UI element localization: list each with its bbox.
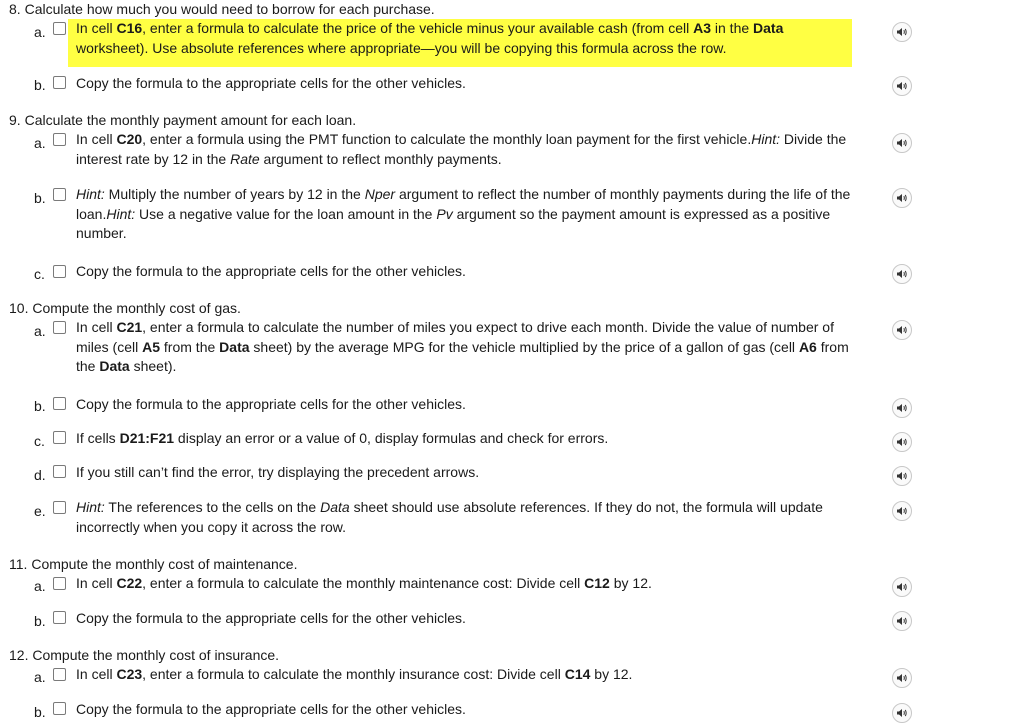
text-segment: Copy the formula to the appropriate cells for the other vehicles.	[76, 396, 466, 412]
text-segment: , enter a formula to calculate the price of the vehicle minus your available cash (from cell	[142, 20, 694, 36]
instruction-text	[76, 429, 851, 449]
text-segment: If you still can’t find the error, try displaying the precedent arrows.	[76, 464, 480, 480]
audio-button[interactable]	[892, 264, 912, 284]
text-segment: argument to reflect the number of monthly payments during the life of the loan.	[76, 186, 851, 222]
text-segment: , enter a formula to calculate the number of miles you expect to drive each month. Divide the value of number of miles (cell	[76, 319, 834, 355]
text-segment: Rate	[230, 150, 260, 167]
text-segment: in the	[711, 20, 754, 36]
text-segment: The references to the cells on the	[104, 499, 321, 515]
text-segment: D21:F21	[119, 430, 175, 446]
audio-button[interactable]	[892, 76, 912, 96]
step-8-heading: 8. Calculate how much you would need to borrow for each purchase.	[9, 1, 435, 17]
speaker-icon	[896, 505, 908, 517]
text-segment: from the	[160, 338, 220, 355]
text-segment: argument so the payment amount is expressed as a positive number.	[76, 205, 831, 241]
checkbox[interactable]	[53, 133, 66, 146]
text-segment: by 12.	[590, 666, 633, 682]
instruction-text	[76, 574, 851, 594]
checkbox[interactable]	[53, 265, 66, 278]
checkbox[interactable]	[53, 501, 66, 514]
text-segment: Multiply the number of years by 12 in the	[104, 186, 365, 202]
instruction-text	[76, 262, 851, 282]
text-segment: Nper	[364, 186, 396, 202]
instruction-text	[76, 130, 851, 169]
checkbox[interactable]	[53, 577, 66, 590]
text-segment: sheet).	[129, 358, 177, 374]
text-segment: C21	[116, 319, 143, 335]
text-segment: In cell	[76, 319, 117, 335]
text-segment: Data	[320, 499, 350, 515]
text-segment: Divide the interest rate by 12 in the	[76, 131, 847, 167]
text-segment: Hint:	[751, 131, 781, 147]
audio-button[interactable]	[892, 320, 912, 340]
instruction-text	[76, 19, 851, 58]
text-segment: A3	[693, 20, 711, 36]
audio-button[interactable]	[892, 398, 912, 418]
checkbox[interactable]	[53, 76, 66, 89]
instruction-text	[76, 74, 851, 94]
text-segment: Hint:	[106, 205, 136, 222]
checkbox[interactable]	[53, 702, 66, 715]
speaker-icon	[896, 615, 908, 627]
text-segment: sheet should use absolute references. If they do not, the formula will update incorrectly when you copy it across the row.	[76, 499, 823, 535]
text-segment: sheet) by the average MPG for the vehicle multiplied by the price of a gallon of gas (cell	[249, 338, 799, 355]
text-segment: C20	[116, 131, 143, 147]
instruction-text	[76, 700, 851, 720]
instruction-text	[76, 609, 851, 629]
step-12-heading: 12. Compute the monthly cost of insurance.	[9, 647, 280, 663]
step-9-heading: 9. Calculate the monthly payment amount for each loan.	[9, 112, 357, 128]
instruction-text	[76, 463, 851, 483]
text-segment: , enter a formula using the PMT function to calculate the monthly loan payment for the first vehicle.	[142, 131, 752, 147]
text-segment: A6	[798, 338, 817, 355]
text-segment: Copy the formula to the appropriate cells for the other vehicles.	[76, 263, 466, 279]
checkbox[interactable]	[53, 668, 66, 681]
text-segment: A5	[142, 338, 161, 355]
speaker-icon	[896, 581, 908, 593]
text-segment: In cell	[76, 666, 117, 682]
text-segment: Hint:	[76, 499, 105, 515]
speaker-icon	[896, 268, 908, 280]
speaker-icon	[896, 436, 908, 448]
text-segment: C12	[584, 575, 610, 591]
text-segment: In cell	[76, 131, 117, 147]
text-segment: Hint:	[76, 186, 105, 202]
instruction-text	[76, 318, 851, 377]
text-segment: Copy the formula to the appropriate cells for the other vehicles.	[76, 75, 466, 91]
checkbox[interactable]	[53, 431, 66, 444]
speaker-icon	[896, 80, 908, 92]
checkbox[interactable]	[53, 465, 66, 478]
text-segment: C22	[116, 575, 143, 591]
text-segment: display an error or a value of 0, display formulas and check for errors.	[174, 430, 609, 446]
audio-button[interactable]	[892, 22, 912, 42]
text-segment: C23	[116, 666, 143, 682]
text-segment: Data	[753, 20, 784, 36]
audio-button[interactable]	[892, 133, 912, 153]
audio-button[interactable]	[892, 668, 912, 688]
instruction-text	[76, 498, 851, 537]
text-segment: C14	[564, 666, 591, 682]
speaker-icon	[896, 402, 908, 414]
text-segment: worksheet). Use absolute references where appropriate—you will be copying this formula across the row.	[76, 39, 727, 56]
instruction-text	[76, 395, 851, 415]
audio-button[interactable]	[892, 703, 912, 723]
speaker-icon	[896, 324, 908, 336]
text-segment: by 12.	[609, 575, 652, 591]
text-segment: Pv	[436, 205, 453, 222]
speaker-icon	[896, 192, 908, 204]
speaker-icon	[896, 137, 908, 149]
text-segment: Data	[99, 358, 130, 374]
step-10-heading: 10. Compute the monthly cost of gas.	[9, 300, 241, 316]
text-segment: Copy the formula to the appropriate cells for the other vehicles.	[76, 610, 466, 626]
checkbox[interactable]	[53, 22, 66, 35]
text-segment: , enter a formula to calculate the monthly maintenance cost: Divide cell	[142, 575, 585, 591]
audio-button[interactable]	[892, 188, 912, 208]
checkbox[interactable]	[53, 611, 66, 624]
text-segment: Use a negative value for the loan amount in the	[135, 205, 437, 222]
text-segment: C16	[116, 20, 143, 36]
audio-button[interactable]	[892, 466, 912, 486]
text-segment: In cell	[76, 575, 117, 591]
speaker-icon	[896, 26, 908, 38]
instruction-text	[76, 665, 851, 685]
text-segment: Copy the formula to the appropriate cells for the other vehicles.	[76, 701, 466, 717]
checkbox[interactable]	[53, 321, 66, 334]
text-segment: If cells	[76, 430, 120, 446]
text-segment: argument to reflect monthly payments.	[259, 150, 502, 167]
speaker-icon	[896, 470, 908, 482]
checkbox[interactable]	[53, 188, 66, 201]
text-segment: from the	[76, 338, 849, 374]
speaker-icon	[896, 672, 908, 684]
instruction-text	[76, 185, 851, 244]
audio-button[interactable]	[892, 611, 912, 631]
audio-button[interactable]	[892, 577, 912, 597]
audio-button[interactable]	[892, 432, 912, 452]
speaker-icon	[896, 707, 908, 719]
audio-button[interactable]	[892, 501, 912, 521]
text-segment: In cell	[76, 20, 117, 36]
checkbox[interactable]	[53, 397, 66, 410]
text-segment: , enter a formula to calculate the monthly insurance cost: Divide cell	[142, 666, 565, 682]
text-segment: Data	[219, 338, 250, 355]
step-11-heading: 11. Compute the monthly cost of maintenance.	[9, 556, 298, 572]
